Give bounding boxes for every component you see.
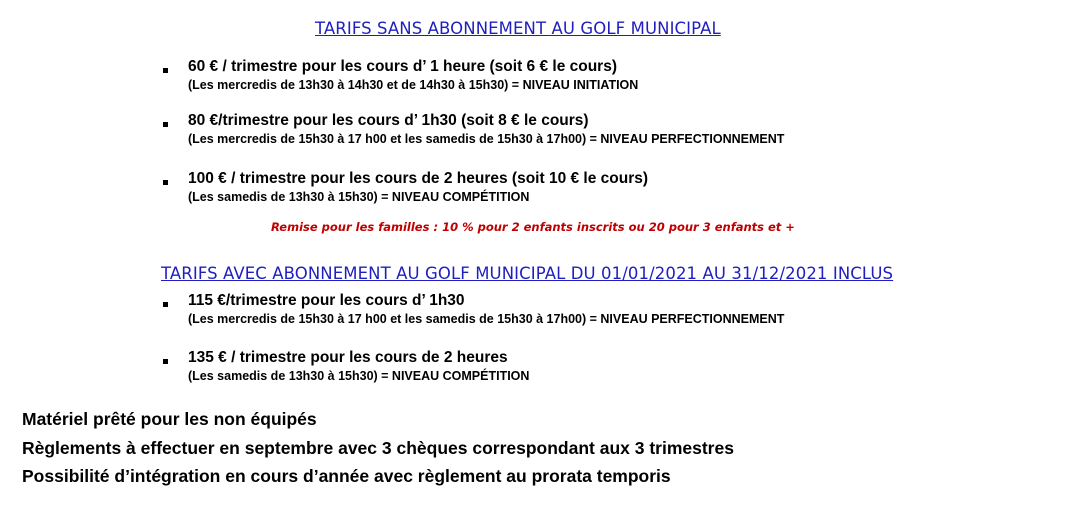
heading-with-subscription: TARIFS AVEC ABONNEMENT AU GOLF MUNICIPAL DU 01/01/2021 AU 31/12/2021 INCLUS bbox=[161, 264, 894, 283]
footer-equipment-note: Matériel prêté pour les non équipés bbox=[22, 409, 317, 429]
price-item-title: 135 € / trimestre pour les cours de 2 heures bbox=[188, 349, 508, 366]
bullet-icon bbox=[163, 359, 168, 364]
footer-payment-note: Règlements à effectuer en septembre avec 3 chèques correspondant aux 3 trimestres bbox=[22, 438, 734, 458]
bullet-icon bbox=[163, 122, 168, 127]
price-item-title: 115 €/trimestre pour les cours d’ 1h30 bbox=[188, 292, 465, 309]
bullet-icon bbox=[163, 180, 168, 185]
price-item-detail: (Les mercredis de 15h30 à 17 h00 et les samedis de 15h30 à 17h00) = NIVEAU PERFECTIONNEMENT bbox=[188, 132, 785, 146]
bullet-icon bbox=[163, 68, 168, 73]
price-item-detail: (Les samedis de 13h30 à 15h30) = NIVEAU COMPÉTITION bbox=[188, 190, 530, 204]
family-discount-note: Remise pour les familles : 10 % pour 2 enfants inscrits ou 20 pour 3 enfants et + bbox=[271, 220, 795, 234]
footer-integration-note: Possibilité d’intégration en cours d’année avec règlement au prorata temporis bbox=[22, 466, 671, 486]
price-item-detail: (Les mercredis de 13h30 à 14h30 et de 14h30 à 15h30) = NIVEAU INITIATION bbox=[188, 78, 639, 92]
price-item-detail: (Les samedis de 13h30 à 15h30) = NIVEAU COMPÉTITION bbox=[188, 369, 530, 383]
price-item-detail: (Les mercredis de 15h30 à 17 h00 et les samedis de 15h30 à 17h00) = NIVEAU PERFECTIONNEMENT bbox=[188, 312, 785, 326]
price-item-title: 80 €/trimestre pour les cours d’ 1h30 (soit 8 € le cours) bbox=[188, 112, 589, 129]
cropped-text-fragment bbox=[116, 0, 124, 2]
price-item-title: 100 € / trimestre pour les cours de 2 heures (soit 10 € le cours) bbox=[188, 170, 649, 187]
bullet-icon bbox=[163, 302, 168, 307]
price-item-title: 60 € / trimestre pour les cours d’ 1 heure (soit 6 € le cours) bbox=[188, 58, 617, 75]
heading-no-subscription: TARIFS SANS ABONNEMENT AU GOLF MUNICIPAL bbox=[315, 19, 721, 38]
